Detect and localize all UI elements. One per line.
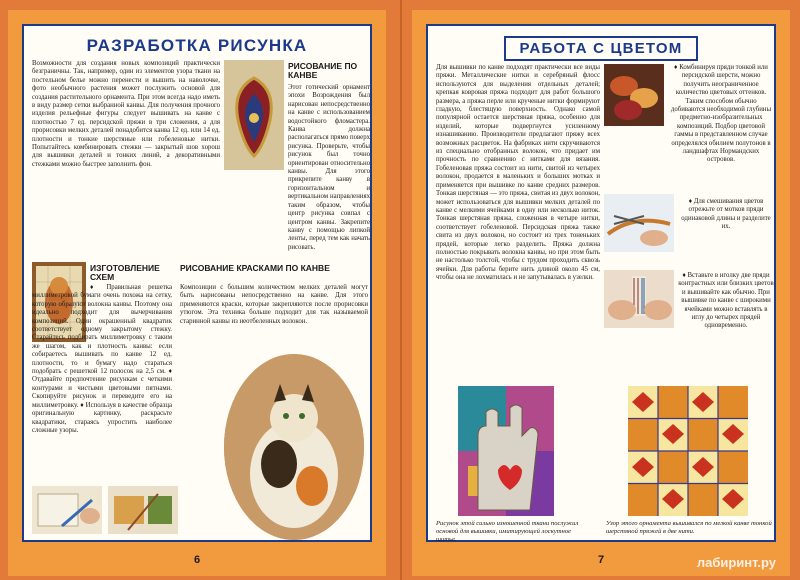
- left-page: [8, 10, 386, 576]
- making-charts-heading: ИЗГОТОВЛЕНИЕ СХЕМ: [90, 263, 160, 282]
- patchwork-caption: Рисунок этой сильно изношенной ткани послужил основой для вышивки, имитирующей лоскутное шитье.: [436, 520, 579, 543]
- book-spine: [400, 0, 402, 580]
- mixing-tip: ♦ Для смешивания цветов отрежьте от мотков пряди одинаковой длины и разделите их.: [681, 198, 771, 231]
- pattern-caption: Узор этого орнамента вышивался по мелкой канве тонкой шерстяной пряжей в две нити.: [606, 520, 772, 535]
- painting-hand-drawing: [108, 486, 178, 534]
- drawing-on-canvas-heading: РИСОВАНИЕ ПО КАНВЕ: [288, 61, 358, 80]
- painting-on-canvas-text: Композиции с большим количеством мелких деталей могут быть нарисованы непосредственно на канве. Для этого применяются краски, которые закрепляются после прорисовки утюгом. Эта техника больше подходит для так называемой старинной канвы из неотбеленных волокон.: [180, 284, 368, 325]
- drawing-on-canvas-text: Этот готический орнамент эпохи Возрождения был нарисован непосредственно на канве с использованием водостойкого фломастера. Канва должна располагаться прямо поверх рисунка. Проверьте, чтобы рисунок был точно ориентирован относительно канвы. Для этого прикрепите канву в горизонтальном и вертикальном направлениях таким образом, чтобы центр рисунка совпал с центром канвы. Закрепите канву с помощью липкой ленты, перед тем как начать рисовать.: [288, 84, 370, 251]
- threading-needle-photo: [604, 270, 674, 328]
- right-page-title: РАБОТА С ЦВЕТОМ: [504, 36, 699, 61]
- painting-on-canvas-heading: РИСОВАНИЕ КРАСКАМИ ПО КАНВЕ: [180, 263, 330, 273]
- left-page-number: 6: [193, 554, 201, 566]
- threading-tip: ♦ Вставьте в иголку две пряди контрастных или близких цветов и вышивайте как обычно. При вышивке по канве с широкими ячейками можно вставлять в иглу до четырех прядей одновременно.: [678, 272, 774, 330]
- right-page-number: 7: [597, 554, 605, 566]
- right-page-content: [426, 24, 776, 542]
- drawing-hand-photo: [32, 486, 102, 534]
- left-page-content: [22, 24, 372, 542]
- patchwork-hand-photo: [458, 386, 554, 516]
- yarn-skeins-drawing: [604, 64, 664, 126]
- watermark-brand: лабиринт.ру: [696, 555, 776, 570]
- painting-hand-photo: [108, 486, 178, 534]
- threading-needle-drawing: [604, 270, 674, 328]
- right-page: [412, 10, 790, 576]
- patchwork-hand-drawing: [458, 386, 554, 516]
- right-page-title-wrap: [428, 36, 774, 61]
- cutting-yarn-drawing: [604, 194, 674, 252]
- yarn-skeins-photo: [604, 64, 664, 126]
- combine-tip: ♦ Комбинируя пряди тонкой или персидской шерсти, можно получить неограниченное количество цветовых оттенков. Таким способом обычно добиваются необходимой глубины предметно-изобразительных композиций. Подбор цветовой гаммы в представленном случае определялся обилием полутонов в ландшафтах Нормандских островов.: [670, 64, 772, 164]
- gothic-ornament-photo: [224, 60, 284, 170]
- geometric-pattern-photo: [628, 386, 748, 516]
- cat-painting-photo: [224, 354, 364, 540]
- cat-painting-drawing: [224, 354, 364, 540]
- drawing-hand-drawing: [32, 486, 102, 534]
- left-page-title: РАЗРАБОТКА РИСУНКА: [86, 36, 308, 55]
- intro-text: Возможности для создания новых композиций практически безграничны. Так, например, один из элементов узора ткани на постельном белье можно перенести и вышить на наволочке, фото необычного растения может послужить основой для создания растительного орнамента. При этом всегда надо иметь в виду размер сетки выбранной канвы. Для получения прочного изделия рельефные фигуры следует вышивать на канве с плотностью 7 ед. персидской пряжи в три сложения, а для прорисовки мелких деталей понадобится канва 12 ед. или 14 ед. плотности и тонкие шерстяные или гобеленовые нитки. Попытайтесь комбинировать стежки — закрытый шов хорош для вышивки деталей и тонких линий, а декоративными стежками можно быстрее заполнить фон.: [32, 60, 220, 168]
- cutting-yarn-photo: [604, 194, 674, 252]
- geometric-pattern-drawing: [628, 386, 748, 516]
- making-charts-text: ♦ Правильная решетка миллиметровой бумаги очень похожа на сетку, которую образуют волокна канвы. Поэтому она идеально подходит для вычерчивания композиций. Один окрашенный квадратик соответствует одному закрытому стежку. Старайтесь подбирать миллиметровку с таким же шагом, как и плотность канвы: если собираетесь вышивать по канве 12 ед. плотности, то и бумагу надо стараться подобрать с решеткой 12 полосок на 2,5 см. ♦ Отдавайте предпочтение рисункам с четкими контурами и чистыми цветовыми пятнами. Скопируйте рисунок и переведите его на миллиметровку. ♦ Используя в качестве образца оригинальную картинку, раскрасьте квадратики, стараясь упростить наиболее сложные узоры.: [32, 284, 172, 434]
- gothic-ornament-drawing: [224, 60, 284, 170]
- yarn-types-text: Для вышивки по канве подходят практически все виды пряжи. Металлические нитки и серебряный флосс используются для выделения отдельных деталей; крепкая ковровая пряжа подходит для работ большого размера, а пряжа перле или крученые нитки формируют гладкую, блестящую поверхность. Однако самой популярной остается шерстяная пряжа, особенно для изделий, которые подвергнутся усиленному изнашиванию. Производители предлагают пряжу всех возможных расцветок. На фабриках нити скручиваются из специально отобранных волокон, что придает им прочность по сравнению с нитками для вязания. Гобеленовая пряжа состоит из нити, свитой из четырех волокон, продается в маленьких и больших мотках и применяется при вышивке по канве средних размеров. Тонкая шерстяная — это пряжа, свитая из двух волокон, может использоваться для вышивки мелких деталей по канве с мелкими ячейками в одну или несколько ниток. Тонкая шерстяная пряжа, сложенная в четыре нитки, соответствует гобеленовой. Персидская пряжа также свита из двух волокон, но состоит из трех тоненьких прядей, которые легко разделить. Пряжа должна полностью покрывать волокна канвы, но при этом быть не настолько толстой, чтобы с трудом проходить сквозь ячейки. Для работы берите нить длиной около 45 см, чтобы она не лохматилась и не запутывалась в узелки.: [436, 64, 600, 282]
